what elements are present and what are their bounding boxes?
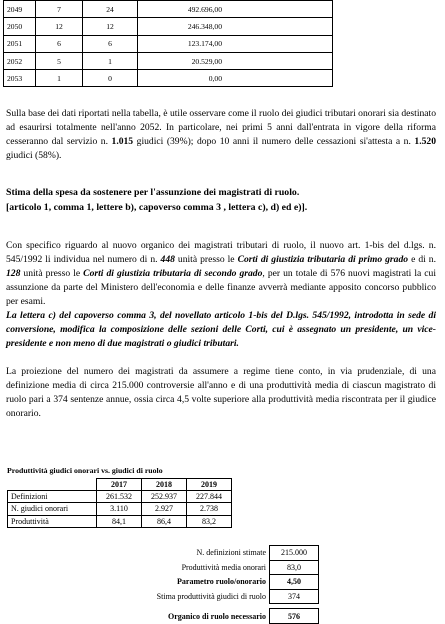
table-cell: 123.174,00 xyxy=(138,35,333,52)
cessation-table-body xyxy=(4,1,333,87)
table-cell: 12 xyxy=(83,18,138,35)
row-label: N. definizioni stimate xyxy=(196,548,266,558)
table-cell: 2053 xyxy=(4,70,36,87)
row-label: Produttività xyxy=(8,515,97,527)
table-cell: 2049 xyxy=(4,1,36,18)
table-cell: 374 xyxy=(270,589,319,604)
table-cell: 86,4 xyxy=(142,515,187,527)
table-cell: 3.110 xyxy=(97,503,142,515)
table-header: 2017 xyxy=(97,479,142,491)
emphasis-text: Corti di giustizia tributaria di secondo grado xyxy=(83,268,263,279)
heading-line: Stima della spesa da sostenere per l'assunzione dei magistrati di ruolo. xyxy=(6,187,300,198)
table-cell: 227.844 xyxy=(187,491,232,503)
table-cell: 492.696,00 xyxy=(138,1,333,18)
row-label: Definizioni xyxy=(8,491,97,503)
text-run: unità presso le xyxy=(20,268,84,279)
table-row xyxy=(4,35,333,52)
staffing-estimate-body xyxy=(103,546,319,624)
table-cell: 2.927 xyxy=(142,503,187,515)
text-run: , per un totale di 576 nuovi magistrati la cui assunzione da parte del Ministero dell'economia e delle finanze avverrà mediante apposito concorso pubblico per esami. xyxy=(6,268,437,307)
bold-number: 1.015 xyxy=(111,136,134,147)
staffing-estimate-table xyxy=(103,545,319,624)
table-row xyxy=(4,70,333,87)
table-header: 2019 xyxy=(187,479,232,491)
table-cell: 252.937 xyxy=(142,491,187,503)
table-cell: 576 xyxy=(270,609,319,624)
bold-number: 1.520 xyxy=(414,136,437,147)
emphasis-number: 448 xyxy=(160,254,175,265)
text-run: Con specifico riguardo al nuovo organico dei magistrati tributari di ruolo, il nuovo art. 1-bis del d.lgs. n. 545/1992 li individua nel numero di n. xyxy=(6,240,436,265)
paragraph-section-composition: La lettera c) del capoverso comma 3, del novellato articolo 1-bis del D.lgs. 545/1992, introdotta in sede di conversione, modifica la composizione delle sezioni delle Corti, cui è assegnato un presidente, un vice-presidente e non meno di due magistrati o giudici tributari. xyxy=(6,310,436,349)
table-row xyxy=(103,589,319,604)
table-row xyxy=(8,503,232,515)
table-row xyxy=(8,491,232,503)
table-cell: 0 xyxy=(83,70,138,87)
table-cell: 83,0 xyxy=(270,560,319,575)
table-header: 2018 xyxy=(142,479,187,491)
text-run: giudici (58%). xyxy=(6,150,62,161)
table-row xyxy=(4,1,333,18)
row-label: Parametro ruolo/onorario xyxy=(177,577,266,587)
table-cell: 246.348,00 xyxy=(138,18,333,35)
cessation-table xyxy=(3,0,333,87)
table-cell: 2.738 xyxy=(187,503,232,515)
productivity-table-caption: Produttività giudici onorari vs. giudici di ruolo xyxy=(7,466,163,475)
table-cell: 5 xyxy=(36,52,83,69)
table-cell: 2051 xyxy=(4,35,36,52)
table-row xyxy=(4,52,333,69)
table-row xyxy=(103,609,319,624)
text-run: giudici (39%); dopo 10 anni il numero delle cessazioni si'attesta a n. xyxy=(133,136,415,147)
table-cell: 83,2 xyxy=(187,515,232,527)
productivity-table-body xyxy=(8,491,232,528)
row-label: Organico di ruolo necessario xyxy=(168,611,266,621)
table-cell: 24 xyxy=(83,1,138,18)
table-row xyxy=(4,18,333,35)
emphasis-number: 128 xyxy=(6,268,21,279)
text-run: Sulla base dei dati riportati nella tabella, è utile osservare come il ruolo dei giudici tributari onorari sia destinato ad esaurirsi totalmente nell'anno 2052. In particolare, nei primi 5 anni dall'entrata in vigore della riforma cesseranno dal servizio n. xyxy=(6,108,436,147)
table-row xyxy=(103,560,319,575)
text-run: e di n. xyxy=(408,254,436,265)
productivity-table xyxy=(7,478,232,528)
table-cell: 215.000 xyxy=(270,546,319,561)
productivity-table-head xyxy=(8,479,232,491)
section-heading xyxy=(6,186,438,215)
table-cell: 6 xyxy=(83,35,138,52)
table-header-blank xyxy=(8,479,97,491)
emphasis-text: Corti di giustizia tributaria di primo grado xyxy=(237,254,409,265)
table-cell: 20.529,00 xyxy=(138,52,333,69)
table-cell: 4,50 xyxy=(270,575,319,590)
row-label: N. giudici onorari xyxy=(8,503,97,515)
table-cell: 84,1 xyxy=(97,515,142,527)
table-cell: 2052 xyxy=(4,52,36,69)
heading-line: [articolo 1, comma 1, lettere b), capoverso comma 3 , lettera c), d) ed e)]. xyxy=(6,201,308,213)
table-row xyxy=(8,515,232,527)
row-label: Stima produttività giudici di ruolo xyxy=(156,592,266,602)
text-run: unità presso le xyxy=(174,254,238,265)
table-header-row xyxy=(8,479,232,491)
paragraph-new-staffing xyxy=(6,239,436,309)
table-cell: 7 xyxy=(36,1,83,18)
table-cell: 1 xyxy=(83,52,138,69)
table-row xyxy=(103,546,319,561)
row-label: Produttività media onorari xyxy=(181,562,266,572)
paragraph-retirement-summary xyxy=(6,107,436,163)
table-cell: 6 xyxy=(36,35,83,52)
paragraph-projection: La proiezione del numero dei magistrati da assumere a regime tiene conto, in via prudenziale, di una definizione media di circa 215.000 controversie all'anno e di una produttività media di ciascun magistrato di ruolo pari a 374 sentenze annue, ossia circa 4,5 volte superiore alla produttività media riscontrata per il giudice onorario. xyxy=(6,366,436,419)
table-cell: 0,00 xyxy=(138,70,333,87)
table-cell: 261.532 xyxy=(97,491,142,503)
table-cell: 12 xyxy=(36,18,83,35)
table-cell: 1 xyxy=(36,70,83,87)
table-cell: 2050 xyxy=(4,18,36,35)
table-row xyxy=(103,575,319,590)
